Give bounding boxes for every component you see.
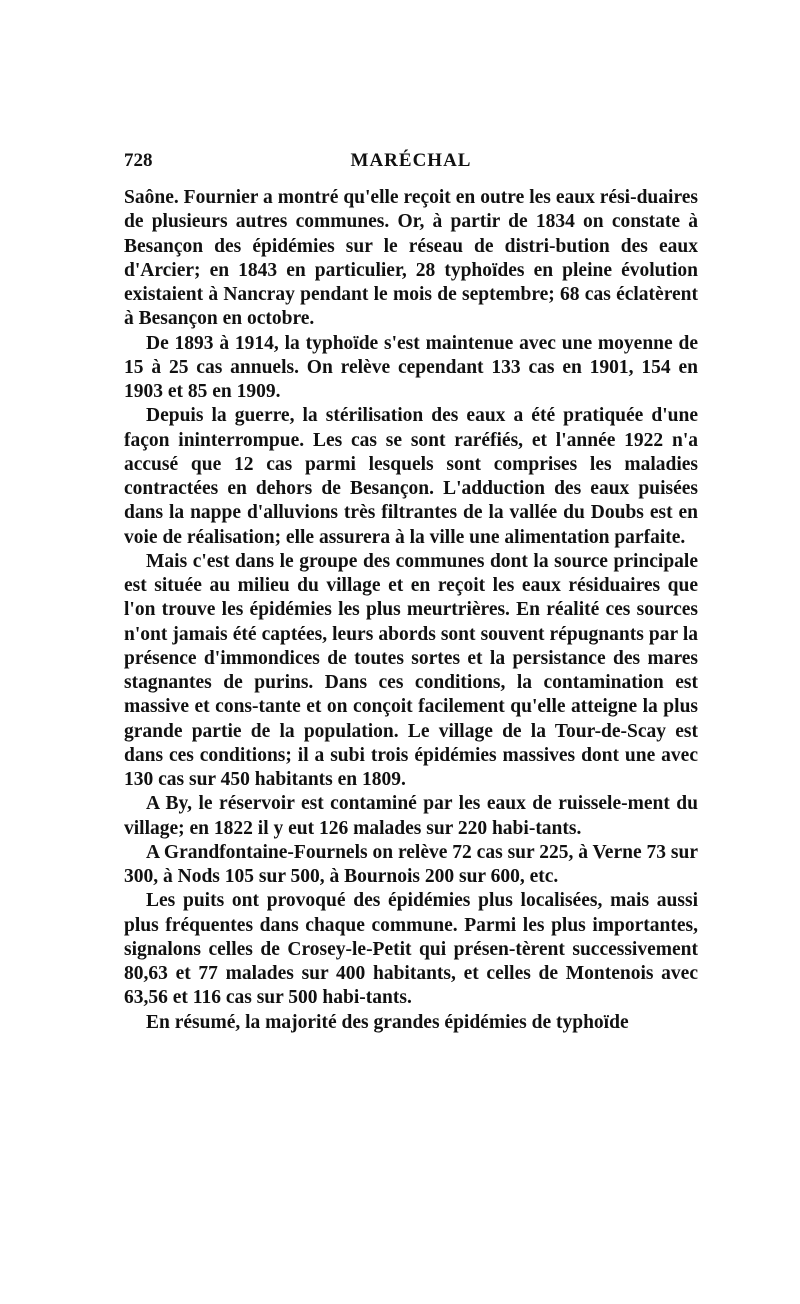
body-text: [124, 186, 698, 1035]
paragraph-5: A By, le réservoir est contaminé par les eaux de ruissele-ment du village; en 1822 il y eut 126 malades sur 220 habi-tants.: [124, 793, 698, 839]
paragraph-2: De 1893 à 1914, la typhoïde s'est maintenue avec une moyenne de 15 à 25 cas annuels. On relève cependant 133 cas en 1901, 154 en 1903 et 85 en 1909.: [124, 332, 698, 402]
paragraph-1: Saône. Fournier a montré qu'elle reçoit en outre les eaux rési-duaires de plusieurs autres communes. Or, à partir de 1834 on constate à Besançon des épidémies sur le réseau de distri-bution des eaux d'Arcier; en 1843 en particulier, 28 typhoïdes en pleine évolution existaient à Nancray pendant le mois de septembre; 68 cas éclatèrent à Besançon en octobre.: [124, 187, 698, 330]
page-number: 728: [124, 150, 153, 171]
paragraph-8: En résumé, la majorité des grandes épidémies de typhoïde: [146, 1011, 629, 1033]
running-title: MARÉCHAL: [350, 150, 472, 171]
paragraph-3: Depuis la guerre, la stérilisation des eaux a été pratiquée d'une façon ininterrompue. Les cas se sont raréfiés, et l'année 1922 n'a accusé que 12 cas parmi lesquels sont comprises les maladies contractées en dehors de Besançon. L'adduction des eaux puisées dans la nappe d'alluvions très filtrantes de la vallée du Doubs est en voie de réalisation; elle assurera à la ville une alimentation parfaite.: [124, 405, 698, 548]
paragraph-6: A Grandfontaine-Fournels on relève 72 cas sur 225, à Verne 73 sur 300, à Nods 105 sur 500, à Bournois 200 sur 600, etc.: [124, 841, 698, 887]
paragraph-7: Les puits ont provoqué des épidémies plus localisées, mais aussi plus fréquentes dans chaque commune. Parmi les plus importantes, signalons celles de Crosey-le-Petit qui présen-tèrent successivement 80,63 et 77 malades sur 400 habitants, et celles de Montenois avec 63,56 et 116 cas sur 500 habi-tants.: [124, 890, 698, 1009]
page-header: [124, 150, 698, 176]
paragraph-4: Mais c'est dans le groupe des communes dont la source principale est située au milieu du village et en reçoit les eaux résiduaires que l'on trouve les épidémies les plus meurtrières. En réalité ces sources n'ont jamais été captées, leurs abords sont souvent répugnants par la présence d'immondices de toutes sortes et la persistance des mares stagnantes de purins. Dans ces conditions, la contamination est massive et cons-tante et on conçoit facilement qu'elle atteigne la plus grande partie de la population. Le village de la Tour-de-Scay est dans ces conditions; il a subi trois épidémies massives dont une avec 130 cas sur 450 habitants en 1809.: [124, 550, 698, 790]
